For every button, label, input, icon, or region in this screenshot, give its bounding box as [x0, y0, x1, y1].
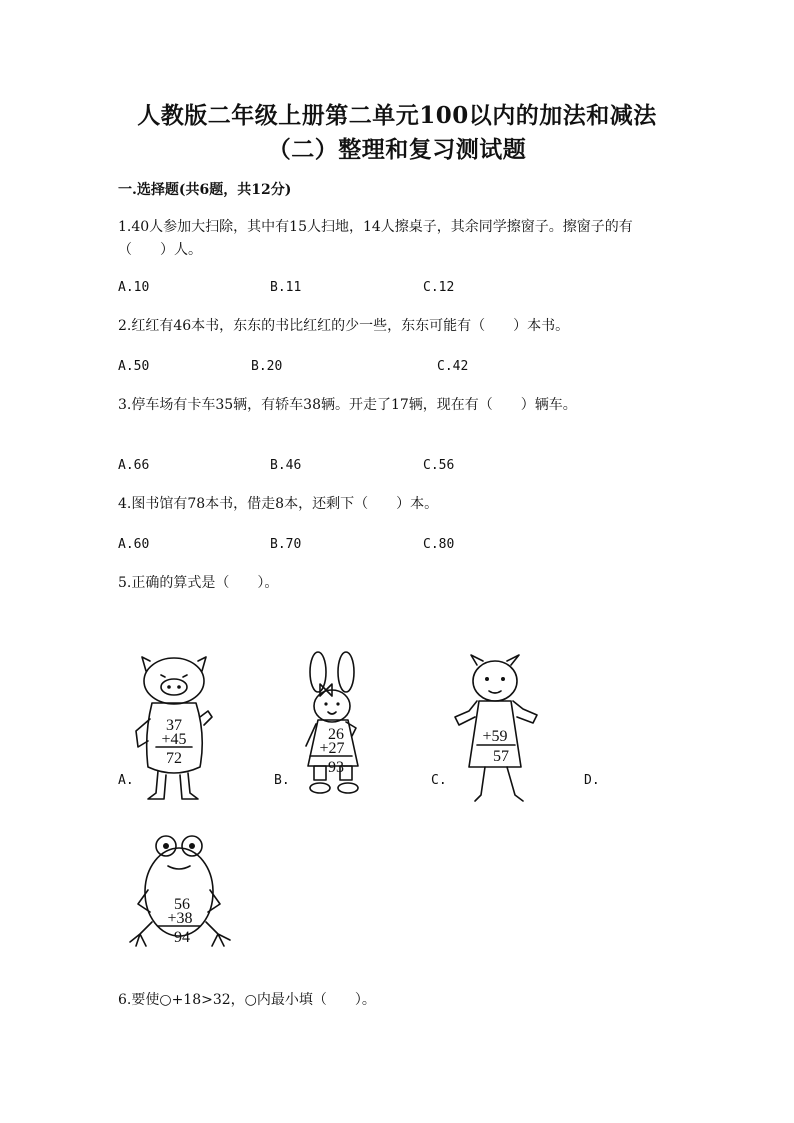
- section-heading: 一.选择题(共6题，共12分): [118, 182, 292, 198]
- cat-figure: [449, 655, 544, 805]
- question-5: 5.正确的算式是（ ）。: [118, 575, 279, 591]
- q5-option-b-label[interactable]: B.: [274, 773, 290, 788]
- page-title-line-2: （二）整理和复习测试题: [267, 136, 527, 163]
- question-2: 2.红红有46本书，东东的书比红红的少一些，东东可能有（ ）本书。: [118, 318, 570, 334]
- rabbit-result: 93: [328, 759, 344, 776]
- pig-figure: [128, 655, 223, 805]
- rabbit-operand: +27: [319, 740, 345, 757]
- q4-option-c[interactable]: C.80: [423, 537, 455, 552]
- rabbit-top-number: 26: [328, 726, 344, 743]
- pig-result: 72: [166, 750, 182, 767]
- q2-option-b[interactable]: B.20: [251, 359, 283, 374]
- pig-top-number: 37: [166, 717, 182, 734]
- page-title-line-1: 人教版二年级上册第二单元100以内的加法和减法: [137, 102, 657, 129]
- pig-operand: +45: [161, 731, 187, 748]
- q3-option-b[interactable]: B.46: [270, 458, 302, 473]
- q1-option-a[interactable]: A.10: [118, 280, 150, 295]
- frog-result: 94: [174, 929, 190, 946]
- frog-operand: +38: [167, 910, 193, 927]
- q3-option-a[interactable]: A.66: [118, 458, 150, 473]
- q1-option-c[interactable]: C.12: [423, 280, 455, 295]
- q2-option-c[interactable]: C.42: [437, 359, 469, 374]
- cat-result: 57: [493, 748, 509, 765]
- cat-operand: +59: [482, 728, 508, 745]
- q2-option-a[interactable]: A.50: [118, 359, 150, 374]
- frog-figure: [128, 830, 238, 955]
- q5-option-a-label[interactable]: A.: [118, 773, 134, 788]
- frog-top-number: 56: [174, 896, 190, 913]
- question-6: 6.要使○+18>32，○内最小填（ ）。: [118, 992, 376, 1008]
- q5-option-c-label[interactable]: C.: [431, 773, 447, 788]
- q5-option-d-label[interactable]: D.: [584, 773, 600, 788]
- q3-option-c[interactable]: C.56: [423, 458, 455, 473]
- q4-option-b[interactable]: B.70: [270, 537, 302, 552]
- rabbit-figure: [296, 650, 371, 805]
- question-4: 4.图书馆有78本书，借走8本，还剩下（ ）本。: [118, 496, 439, 512]
- q1-option-b[interactable]: B.11: [270, 280, 302, 295]
- question-3: 3.停车场有卡车35辆，有轿车38辆。开走了17辆，现在有（ ）辆车。: [118, 397, 577, 413]
- question-1: 1.40人参加大扫除，其中有15人扫地，14人擦桌子，其余同学擦窗子。擦窗子的有（ ）人。: [118, 219, 633, 258]
- q4-option-a[interactable]: A.60: [118, 537, 150, 552]
